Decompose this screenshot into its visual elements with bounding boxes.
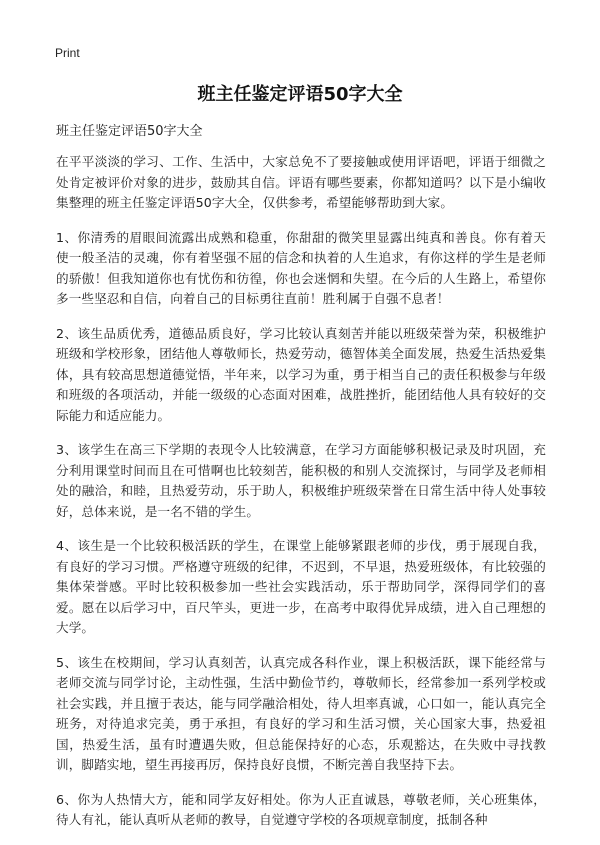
comment-paragraph-4: 4、该生是一个比较积极活跃的学生，在课堂上能够紧跟老师的步伐，勇于展现自我，有良好的学习习惯。严格遵守班级的纪律，不迟到，不早退，热爱班级体，有比较强的集体荣誉感。平时比较积极参加一些社会实践活动，乐于帮助同学，深得同学们的喜爱。愿在以后学习中，百尺竿头，更进一步，在高考中取得优异成绩，进入自己理想的大学。 [56,538,546,635]
article-body [56,152,546,845]
page-title: 班主任鉴定评语50字大全 [197,84,403,105]
comment-paragraph-2: 2、该生品质优秀，道德品质良好，学习比较认真刻苦并能以班级荣誉为荣，积极维护班级和学校形象，团结他人尊敬师长，热爱劳动，德智体美全面发展，热爱生活热爱集体，具有较高思想道德觉悟，半年来，以学习为重，勇于相当自己的责任积极参与年级和班级的各项活动，并能一级级的心态面对困难，战胜挫折，能团结他人具有较好的交际能力和适应能力。 [56,325,546,423]
comment-paragraph-3: 3、该学生在高三下学期的表现令人比较满意，在学习方面能够积极记录及时巩固，充分利用课堂时间而且在可惜啊也比较刻苦，能积极的和别人交流探讨，与同学及老师相处的融洽，和睦，且热爱劳动，乐于助人，积极维护班级荣誉在日常生活中待人处事较好，总体来说，是一名不错的学生。 [56,442,546,519]
print-label[interactable]: Print [55,46,80,60]
comment-paragraph-1: 1、你清秀的眉眼间流露出成熟和稳重，你甜甜的微笑里显露出纯真和善良。你有着天使一般圣洁的灵魂，你有着坚强不屈的信念和执着的人生追求，有你这样的学生是老师的骄傲！但我知道你也有忧伤和彷徨，你也会迷惘和失望。在今后的人生路上，希望你多一些坚忍和自信，向着自己的目标勇往直前！胜利属于自强不息者！ [56,229,546,306]
intro-paragraph: 在平平淡淡的学习、工作、生活中，大家总免不了要接触或使用评语吧，评语于细微之处肯定被评价对象的进步，鼓励其自信。评语有哪些要素，你都知道吗？以下是小编收集整理的班主任鉴定评语50字大全，仅供参考，希望能够帮助到大家。 [56,154,546,210]
comment-paragraph-5: 5、该生在校期间，学习认真刻苦，认真完成各科作业，课上积极活跃，课下能经常与老师交流与同学讨论，主动性强，生活中勤俭节约，尊敬师长，经常参加一系列学校或社会实践，并且擅于表达，能与同学融洽相处，待人坦率真诚，心口如一，能认真完全班务，对待追求完美，勇于承担，有良好的学习和生活习惯，关心国家大事，热爱祖国，热爱生活，虽有时遭遇失败，但总能保持好的心态，乐观豁达，在失败中寻找教训，脚踏实地，望生再接再厉，保持良好良惯，不断完善自我坚持下去。 [56,654,546,772]
page-subtitle: 班主任鉴定评语50字大全 [56,124,203,139]
comment-paragraph-6: 6、你为人热情大方，能和同学友好相处。你为人正直诚恳，尊敬老师，关心班集体，待人有礼，能认真听从老师的教导，自觉遵守学校的各项规章制度，抵制各种 [56,791,546,827]
